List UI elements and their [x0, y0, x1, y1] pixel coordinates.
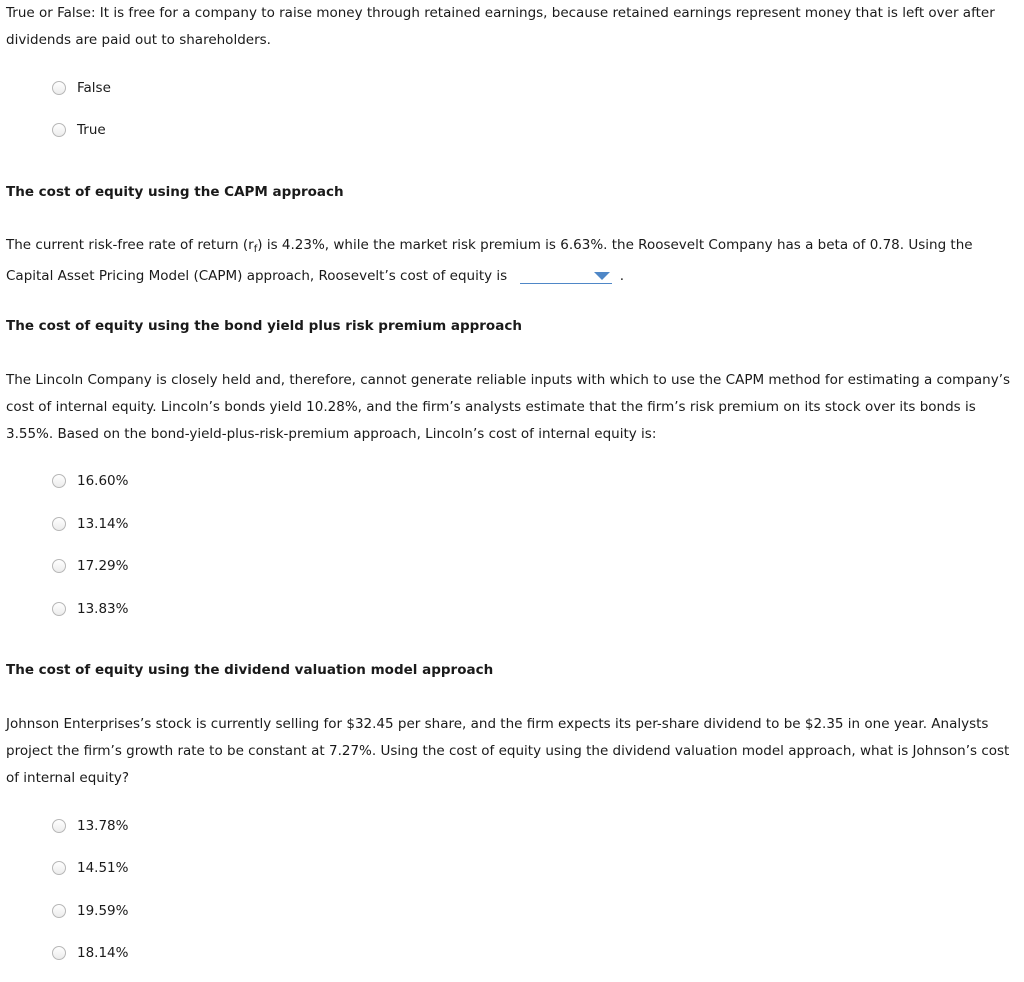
option-label: 13.78% [77, 818, 129, 834]
q4-option-2[interactable] [52, 858, 128, 878]
radio-button[interactable] [52, 517, 66, 531]
q4-option-4[interactable] [52, 943, 128, 963]
q3-option-3[interactable] [52, 556, 128, 576]
radio-button[interactable] [52, 819, 66, 833]
option-label: 17.29% [77, 558, 129, 574]
option-label: 18.14% [77, 945, 129, 961]
capm-text-part1: The current risk-free rate of return (r [6, 237, 254, 253]
option-label: 19.59% [77, 903, 129, 919]
q3-option-2[interactable] [52, 514, 128, 534]
option-label: 13.83% [77, 601, 129, 617]
q1-option-false[interactable] [52, 78, 111, 98]
q4-option-1[interactable] [52, 816, 128, 836]
radio-button[interactable] [52, 904, 66, 918]
option-label: False [77, 80, 111, 96]
capm-heading: The cost of equity using the CAPM approach [6, 184, 344, 200]
chevron-down-icon[interactable] [594, 272, 610, 280]
bond-yield-question-text: The Lincoln Company is closely held and, therefore, cannot generate reliable inputs with which to use the CAPM method for estimating a company’s cost of internal equity. Lincoln’s bonds yield 10.28%, and the firm’s analysts estimate that the firm’s risk premium on its stock over its bonds is 3.55%. Based on the bond-yield-plus-risk-premium approach, Lincoln’s cost of internal equity is: [6, 372, 1011, 442]
q1-question-text: True or False: It is free for a company to raise money through retained earnings, because retained earnings represent money that is left over after dividends are paid out to shareholders. [6, 5, 995, 48]
dividend-model-heading: The cost of equity using the dividend valuation model approach [6, 662, 494, 678]
option-label: True [77, 122, 106, 138]
radio-button[interactable] [52, 602, 66, 616]
radio-button[interactable] [52, 861, 66, 875]
risk-free-subscript: f [253, 244, 258, 255]
radio-button[interactable] [52, 946, 66, 960]
q3-option-1[interactable] [52, 471, 128, 491]
radio-button[interactable] [52, 123, 66, 137]
radio-button[interactable] [52, 474, 66, 488]
capm-answer-dropdown[interactable] [520, 266, 612, 284]
radio-button[interactable] [52, 81, 66, 95]
q3-option-4[interactable] [52, 599, 128, 619]
capm-trailing-period: . [619, 268, 625, 284]
option-label: 14.51% [77, 860, 129, 876]
bond-yield-heading: The cost of equity using the bond yield plus risk premium approach [6, 318, 522, 334]
radio-button[interactable] [52, 559, 66, 573]
option-label: 16.60% [77, 473, 129, 489]
capm-question-text [6, 232, 1018, 290]
capm-text-part2: ) is 4.23%, while the market risk premium is 6.63%. the Roosevelt Company has a beta of 0.78. Using the Capital Asset Pricing Model (CAPM) approach, Roosevelt’s cost of equity is [6, 237, 973, 284]
option-label: 13.14% [77, 516, 129, 532]
dividend-model-question-text: Johnson Enterprises’s stock is currently selling for $32.45 per share, and the firm expects its per-share dividend to be $2.35 in one year. Analysts project the firm’s growth rate to be constant at 7.27%. Using the cost of equity using the dividend valuation model approach, what is Johnson’s cost of internal equity? [6, 716, 1010, 786]
q4-option-3[interactable] [52, 901, 128, 921]
q1-option-true[interactable] [52, 120, 106, 140]
